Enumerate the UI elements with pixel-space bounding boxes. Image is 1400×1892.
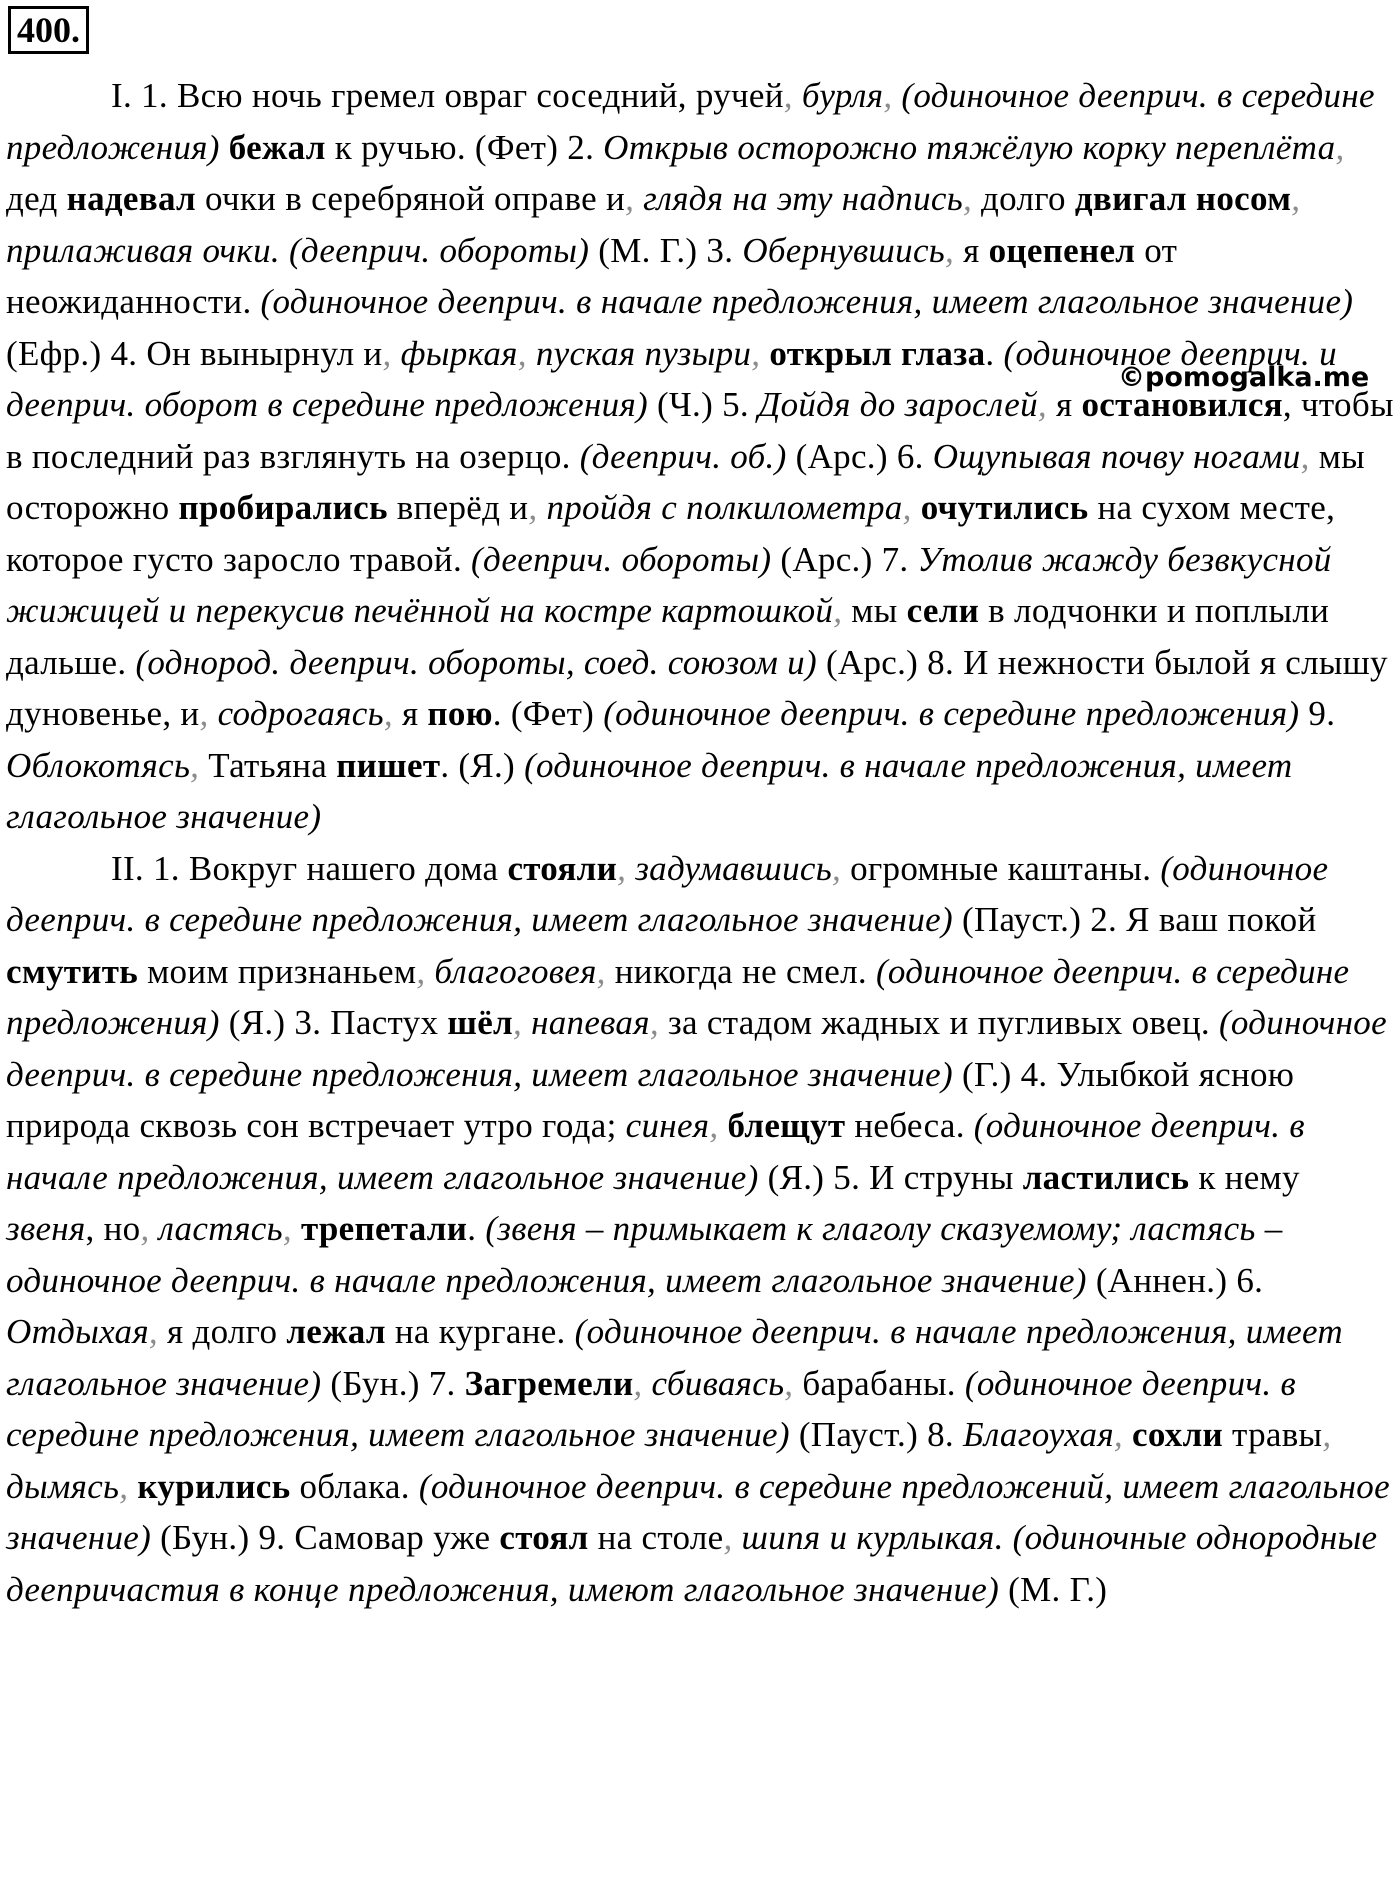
plain-text-run: на кургане.	[385, 1312, 575, 1351]
plain-text-run	[292, 1209, 301, 1248]
bold-text-run: надевал	[66, 179, 196, 218]
bold-text-run: сели	[906, 591, 980, 630]
bold-text-run: Загремели	[464, 1363, 634, 1403]
italic-text-run: звеня	[6, 1209, 86, 1248]
plain-text-run: (Пауст.) 2. Я ваш покой	[952, 900, 1317, 939]
bold-text-run: трепетали	[300, 1209, 468, 1248]
bold-text-run: стояли	[507, 848, 618, 888]
punctuation-comma: ,	[1113, 1415, 1123, 1454]
plain-text-run: Татьяна	[199, 745, 337, 785]
plain-text-run: долго	[972, 179, 1075, 218]
punctuation-comma: ,	[190, 745, 200, 785]
punctuation-comma: ,	[382, 333, 392, 373]
plain-text-run: мы	[842, 591, 907, 630]
bold-text-run: остановился	[1081, 385, 1283, 424]
punctuation-comma: ,	[883, 76, 893, 115]
plain-text-run: за стадом жадных и пугливых овец.	[658, 1003, 1219, 1042]
punctuation-comma: ,	[148, 1312, 158, 1351]
punctuation-comma: ,	[633, 1363, 643, 1403]
italic-text-run: (одиночное дееприч. в середине предложения)	[6, 951, 1350, 1042]
italic-text-run: содрогаясь	[208, 694, 384, 733]
exercise-number: 400.	[8, 6, 89, 54]
plain-text-run: вперёд и	[387, 488, 529, 527]
italic-text-run: (дееприч. обороты)	[471, 539, 772, 579]
plain-text-run: . (Фет)	[492, 694, 604, 733]
bold-text-run: лежал	[286, 1312, 386, 1351]
italic-text-run: (дееприч. об.)	[579, 436, 787, 476]
plain-text-run: на сухом месте, которое густо заросло травой.	[6, 488, 1336, 579]
italic-text-run: (одиночное дееприч. в начале предложения, имеет глагольное значение)	[6, 1106, 1305, 1197]
plain-text-run: (М. Г.) 3.	[589, 230, 743, 270]
plain-text-run: никогда не смел.	[605, 951, 876, 991]
plain-text-run: я	[954, 230, 989, 270]
bold-text-run: шёл	[447, 1003, 513, 1042]
italic-text-run: Облокотясь	[6, 745, 191, 785]
bold-text-run: бежал	[228, 127, 326, 167]
punctuation-comma: ,	[596, 951, 606, 991]
plain-text-run: (Ч.) 5.	[647, 385, 758, 424]
punctuation-comma: ,	[140, 1209, 150, 1248]
plain-text-run: (Бун.) 7.	[321, 1363, 465, 1403]
italic-text-run: (одиночное дееприч. в середине предложения, имеет глагольное значение)	[6, 1003, 1387, 1094]
punctuation-comma: ,	[945, 230, 955, 270]
italic-text-run: пуская пузыри	[526, 333, 752, 373]
plain-text-run: (Арс.) 6.	[786, 436, 933, 476]
punctuation-comma: ,	[783, 76, 793, 115]
plain-text-run: я	[392, 694, 428, 733]
italic-text-run: (одиночное дееприч. в середине предложения)	[6, 76, 1375, 167]
plain-text-run: я	[1046, 385, 1082, 424]
italic-text-run: (одиночное дееприч. в середине предложения, имеет глагольное значение)	[6, 1363, 1296, 1454]
punctuation-comma: ,	[617, 848, 627, 888]
plain-text-run: очки в серебряной оправе и	[196, 179, 626, 218]
italic-text-run: Утолив жажду безвкусной жижицей и перекусив печённой на костре картошкой	[6, 539, 1332, 630]
punctuation-comma: ,	[902, 488, 912, 527]
plain-text-run: II. 1. Вокруг нашего дома	[111, 848, 508, 888]
plain-text-run: к нему	[1189, 1157, 1300, 1197]
punctuation-comma: ,	[528, 488, 538, 527]
punctuation-comma: ,	[1300, 436, 1310, 476]
plain-text-run: мы осторожно	[6, 436, 1365, 527]
italic-text-run: синея	[625, 1106, 710, 1145]
italic-text-run: ластясь	[149, 1209, 283, 1248]
plain-text-run: (Я.) 3. Пастух	[219, 1003, 448, 1042]
part-one-paragraph	[6, 70, 1396, 843]
punctuation-comma: ,	[1335, 127, 1345, 167]
italic-text-run: сбиваясь	[642, 1363, 785, 1403]
plain-text-run: (Аннен.) 6.	[1086, 1260, 1264, 1300]
italic-text-run: напевая	[522, 1003, 650, 1042]
italic-text-run: Ощупывая почву ногами	[932, 436, 1301, 476]
italic-text-run: (однород. дееприч. обороты, соед. союзом и)	[135, 642, 817, 682]
italic-text-run: (одиночное дееприч. в начале предложения, имеет глагольное значение)	[6, 1312, 1343, 1403]
plain-text-run: (Г.) 4. Улыбкой ясною природа сквозь сон встречает утро года;	[6, 1054, 1295, 1145]
plain-text-run: облака.	[290, 1466, 419, 1506]
plain-text-run: на столе	[588, 1518, 724, 1557]
italic-text-run: Отдыхая	[6, 1312, 149, 1351]
punctuation-comma: ,	[784, 1363, 794, 1403]
plain-text-run: в лодчонки и поплыли дальше.	[6, 591, 1330, 682]
plain-text-run: .	[467, 1209, 486, 1248]
italic-text-run: фыркая	[391, 333, 518, 373]
punctuation-comma: ,	[723, 1518, 733, 1557]
italic-text-run: пройдя с полкилометра	[537, 488, 903, 527]
bold-text-run: пишет	[336, 745, 441, 785]
plain-text-run: дед	[6, 179, 67, 218]
italic-text-run: Открыв осторожно тяжёлую корку переплёта	[603, 127, 1336, 167]
italic-text-run: (одиночное дееприч. и дееприч. оборот в середине предложения)	[6, 333, 1337, 424]
bold-text-run: смутить	[6, 951, 139, 991]
punctuation-comma: ,	[282, 1209, 292, 1248]
bold-text-run: пою	[427, 694, 493, 733]
punctuation-comma: ,	[1291, 179, 1301, 218]
plain-text-run: (Арс.) 8. И нежности былой я слышу дуновенье, и	[6, 642, 1388, 733]
italic-text-run: шипя и курлыкая. (одиночные однородные деепричастия в конце предложения, имеют глагольное значение)	[6, 1518, 1378, 1609]
plain-text-run: (Я.) 5. И струны	[758, 1157, 1023, 1197]
italic-text-run: благоговея	[425, 951, 597, 991]
punctuation-comma: ,	[709, 1106, 719, 1145]
punctuation-comma: ,	[831, 848, 842, 888]
bold-text-run: стоял	[499, 1518, 589, 1557]
italic-text-run: задумавшись	[626, 848, 832, 888]
plain-text-run: I. 1. Всю ночь гремел овраг соседний, ручей	[111, 76, 784, 115]
plain-text-run: огромные каштаны.	[841, 848, 1161, 888]
plain-text-run: , но	[85, 1209, 141, 1248]
plain-text-run: (Ефр.) 4. Он вынырнул и	[6, 333, 383, 373]
italic-text-run: Дойдя до зарослей	[758, 385, 1038, 424]
plain-text-run	[912, 488, 921, 527]
plain-text-run: моим признаньем	[138, 951, 417, 991]
bold-text-run: очутились	[920, 488, 1089, 527]
bold-text-run: курились	[137, 1466, 291, 1506]
punctuation-comma: ,	[1322, 1415, 1332, 1454]
bold-text-run: открыл глаза	[769, 333, 986, 373]
plain-text-run: небеса.	[845, 1106, 974, 1145]
italic-text-run: Обернувшись	[742, 230, 946, 270]
plain-text-run: к ручью. (Фет) 2.	[325, 127, 604, 167]
punctuation-comma: ,	[383, 694, 393, 733]
punctuation-comma: ,	[1037, 385, 1047, 424]
italic-text-run: (одиночное дееприч. в середине предложения, имеет глагольное значение)	[6, 848, 1329, 939]
punctuation-comma: ,	[512, 1003, 523, 1042]
bold-text-run: блещут	[727, 1106, 846, 1145]
punctuation-comma: ,	[962, 179, 972, 218]
exercise-text	[6, 70, 1396, 1615]
bold-text-run: оцепенел	[988, 230, 1136, 270]
plain-text-run: барабаны.	[793, 1363, 965, 1403]
italic-text-run: (одиночное дееприч. в середине предложения)	[603, 694, 1300, 733]
plain-text-run: .	[985, 333, 1004, 373]
italic-text-run: Благоухая	[963, 1415, 1114, 1454]
italic-text-run: (одиночное дееприч. в начале предложения, имеет глагольное значение)	[260, 282, 1354, 321]
italic-text-run: (одиночное дееприч. в середине предложений, имеет глагольное значение)	[6, 1466, 1390, 1557]
plain-text-run: (М. Г.)	[999, 1569, 1108, 1609]
part-two-paragraph	[6, 843, 1396, 1616]
punctuation-comma: ,	[649, 1003, 659, 1042]
italic-text-run: (звеня – примыкает к глаголу сказуемому; ластясь – одиночное дееприч. в начале предложения, имеет глагольное значение)	[6, 1209, 1283, 1300]
plain-text-run: от неожиданности.	[6, 230, 1178, 321]
plain-text-run: . (Я.)	[440, 745, 525, 785]
punctuation-comma: ,	[119, 1466, 129, 1506]
punctuation-comma: ,	[517, 333, 527, 373]
plain-text-run: травы	[1223, 1415, 1323, 1454]
plain-text-run: (Арс.) 7.	[771, 539, 918, 579]
italic-text-run: (одиночное дееприч. в начале предложения, имеет глагольное значение)	[6, 745, 1293, 836]
punctuation-comma: ,	[199, 694, 209, 733]
plain-text-run	[1123, 1415, 1132, 1454]
plain-text-run: я долго	[157, 1312, 287, 1351]
punctuation-comma: ,	[416, 951, 426, 991]
plain-text-run: (Бун.) 9. Самовар уже	[151, 1518, 500, 1557]
bold-text-run: ластились	[1022, 1157, 1190, 1197]
italic-text-run: дымясь	[6, 1466, 120, 1506]
punctuation-comma: ,	[833, 591, 843, 630]
italic-text-run: прилаживая очки. (дееприч. обороты)	[6, 230, 590, 270]
plain-text-run: 9.	[1299, 694, 1336, 733]
watermark: ©pomogalka.me	[1118, 362, 1370, 393]
bold-text-run: пробирались	[178, 488, 388, 527]
italic-text-run: бурля	[792, 76, 884, 115]
punctuation-comma: ,	[751, 333, 761, 373]
bold-text-run: двигал носом	[1074, 179, 1292, 218]
plain-text-run: (Пауст.) 8.	[789, 1415, 963, 1454]
punctuation-comma: ,	[625, 179, 635, 218]
bold-text-run: сохли	[1132, 1415, 1223, 1454]
italic-text-run: глядя на эту надпись	[634, 179, 963, 218]
plain-text-run: , чтобы в последний раз взглянуть на озерцо.	[6, 385, 1394, 476]
